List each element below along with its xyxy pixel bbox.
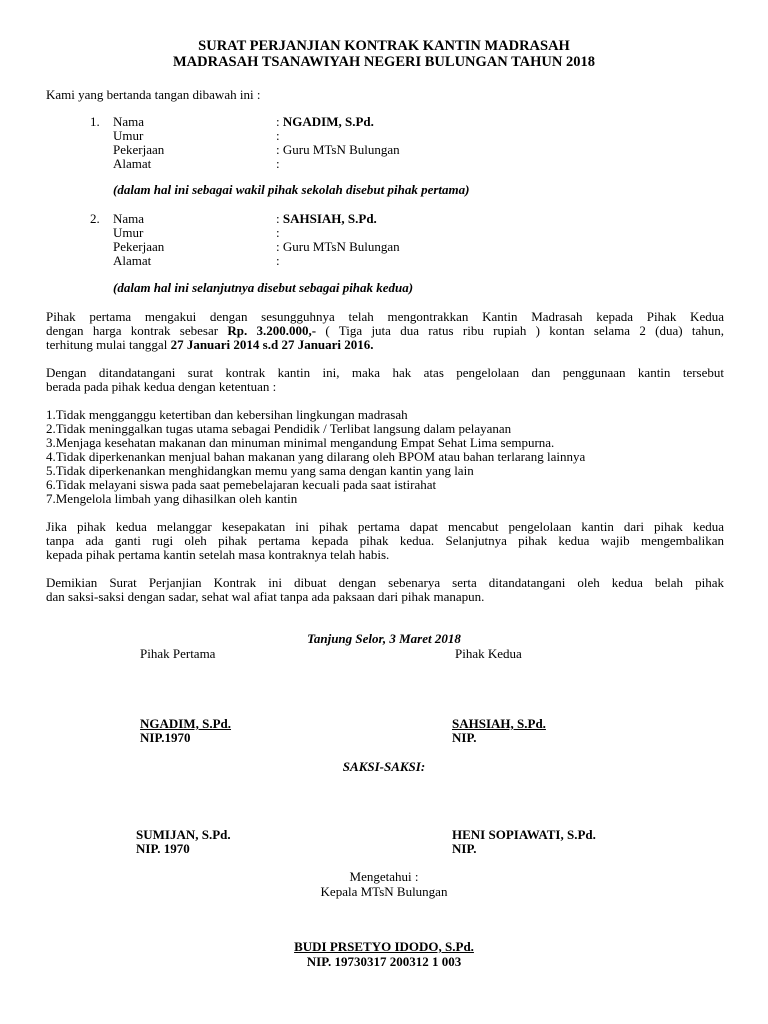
contract-price: Rp. 3.200.000,-	[227, 323, 317, 338]
kepala-name: BUDI PRSETYO IDODO, S.Pd.	[294, 939, 474, 954]
saksi-1-nip: NIP. 1970	[136, 841, 190, 856]
pihak-pertama-nip: NIP.1970	[140, 730, 191, 745]
party-2-note: (dalam hal ini selanjutnya disebut sebagai pihak kedua)	[113, 280, 414, 295]
list-item: 1.Tidak mengganggu ketertiban dan kebersihan lingkungan madrasah	[46, 407, 408, 422]
paragraph-3: Jika pihak kedua melanggar kesepakatan ini pihak pertama dapat mencabut pengelolaan kantin dari pihak kedua tanpa ada ganti rugi oleh pihak pertama kepada pihak kedua. Selanjutnya pihak kedua wajib mengembalikan kepada pihak pertama kantin setelah masa kontraknya telah habis.	[46, 519, 724, 562]
saksi-2-name: HENI SOPIAWATI, S.Pd.	[452, 827, 596, 842]
saksi-1-name: SUMIJAN, S.Pd.	[136, 827, 231, 842]
party-1-note: (dalam hal ini sebagai wakil pihak sekolah disebut pihak pertama)	[113, 182, 470, 197]
party-2-umur-label: Umur	[113, 225, 144, 240]
document-page: SURAT PERJANJIAN KONTRAK KANTIN MADRASAH MADRASAH TSANAWIYAH NEGERI BULUNGAN TAHUN 2018 Kami yang bertanda tangan dibawah ini : 1. Nama Umur Pekerjaan Alamat : NGADIM, S.Pd. : : Guru MTsN Bulungan : (dalam hal ini sebagai wakil pihak sekolah disebut pihak pertama) 2. Nama Umur Pekerjaan Alamat : SAHSIAH, S.Pd. : : Guru MTsN Bulungan : (dalam hal ini selanjutnya disebut sebagai pihak kedua) Pihak pertama mengakui dengan sesungguhnya telah mengontrakkan Kantin Madrasah kepada Pihak Kedua dengan harga kontrak sebesar Rp. 3.200.000,- ( Tiga juta dua ratus ribu rupiah ) kontan selama 2 (dua) tahun, terhitung mulai tanggal 27 Januari 2014 s.d 27 Januari 2016. Dengan ditandatangani surat kontrak kantin ini, maka hak atas pengelolaan dan penggunaan kantin tersebut berada pada pihak kedua dengan ketentuan : 1.Tidak mengganggu ketertiban dan kebersihan lingkungan madrasah 2.Tidak meninggalkan tugas utama sebagai Pendidik / Terlibat langsung dalam pelayanan 3.Menjaga kesehatan makanan dan minuman minimal mengandung Empat Sehat Lima sempurna. 4.Tidak diperkenankan menjual bahan makanan yang dilarang oleh BPOM atau bahan terlarang lainnya 5.Tidak diperkenankan menghidangkan memu yang sama dengan kantin yang lain 6.Tidak melayani siswa pada saat pemebelajaran kecuali pada saat istirahat 7.Mengelola limbah yang dihasilkan oleh kantin Jika pihak kedua melanggar kesepakatan ini pihak pertama dapat mencabut pengelolaan kantin dari pihak kedua tanpa ada ganti rugi oleh pihak pertama kepada pihak kedua. Selanjutnya pihak kedua wajib mengembalikan kepada pihak pertama kantin setelah masa kontraknya telah habis. Demikian Surat Perjanjian Kontrak ini dibuat dengan sebenarya serta ditandatangani oleh kedua belah pihak dan saksi-saksi dengan sadar, sehat wal afiat tanpa ada paksaan dari pihak manapun. Tanjung Selor, 3 Maret 2018 Pihak Pertama Pihak Kedua NGADIM, S.Pd. NIP.1970 SAHSIAH, S.Pd. NIP. SAKSI-SAKSI: SUMIJAN, S.Pd. NIP. 1970 HENI SOPIAWATI, S.Pd. NIP. Mengetahui : Kepala MTsN Bulungan BUDI PRSETYO IDODO, S.Pd. NIP. 19730317 200312 1 003	[0, 0, 768, 1024]
party-1-pekerjaan-label: Pekerjaan	[113, 142, 165, 157]
party-2-nama-label: Nama	[113, 211, 145, 226]
saksi-label: SAKSI-SAKSI:	[342, 759, 426, 774]
party-2-pekerjaan-value: Guru MTsN Bulungan	[282, 239, 400, 254]
list-item: 5.Tidak diperkenankan menghidangkan memu yang sama dengan kantin yang lain	[46, 463, 474, 478]
paragraph-2: Dengan ditandatangani surat kontrak kantin ini, maka hak atas pengelolaan dan penggunaan kantin tersebut berada pada pihak kedua dengan ketentuan :	[46, 365, 724, 394]
party-2-pekerjaan-label: Pekerjaan	[113, 239, 165, 254]
place-date: Tanjung Selor, 3 Maret 2018	[307, 631, 461, 646]
list-item: 3.Menjaga kesehatan makanan dan minuman minimal mengandung Empat Sehat Lima sempurna.	[46, 435, 555, 450]
contract-period: 27 Januari 2014 s.d 27 Januari 2016.	[170, 337, 374, 352]
party-1-nama-value: NGADIM, S.Pd.	[282, 114, 374, 129]
kepala-nip: NIP. 19730317 200312 1 003	[306, 954, 462, 969]
party-1-number: 1.	[90, 114, 100, 129]
list-item: 7.Mengelola limbah yang dihasilkan oleh kantin	[46, 491, 298, 506]
party-1-umur-label: Umur	[113, 128, 144, 143]
party-1-alamat-label: Alamat	[113, 156, 152, 171]
pihak-pertama-name: NGADIM, S.Pd.	[140, 716, 232, 731]
pihak-kedua-label: Pihak Kedua	[455, 646, 522, 661]
list-item: 4.Tidak diperkenankan menjual bahan makanan yang dilarang oleh BPOM atau bahan terlarang lainnya	[46, 449, 586, 464]
pihak-kedua-name: SAHSIAH, S.Pd.	[452, 716, 546, 731]
paragraph-4: Demikian Surat Perjanjian Kontrak ini dibuat dengan sebenarya serta ditandatangani oleh kedua belah pihak dan saksi-saksi dengan sadar, sehat wal afiat tanpa ada paksaan dari pihak manapun.	[46, 575, 724, 604]
party-2-number: 2.	[90, 211, 100, 226]
list-item: 6.Tidak melayani siswa pada saat pemebelajaran kecuali pada saat istirahat	[46, 477, 437, 492]
pihak-kedua-nip: NIP.	[452, 730, 477, 745]
party-2-nama-value: SAHSIAH, S.Pd.	[282, 211, 377, 226]
title-line-1: SURAT PERJANJIAN KONTRAK KANTIN MADRASAH	[198, 38, 570, 54]
saksi-2-nip: NIP.	[452, 841, 477, 856]
rules-list	[46, 408, 585, 506]
party-1-pekerjaan-value: Guru MTsN Bulungan	[282, 142, 400, 157]
paragraph-1: Pihak pertama mengakui dengan sesungguhnya telah mengontrakkan Kantin Madrasah kepada Pihak Kedua dengan harga kontrak sebesar Rp. 3.200.000,- ( Tiga juta dua ratus ribu rupiah ) kontan selama 2 (dua) tahun, terhitung mulai tanggal 27 Januari 2014 s.d 27 Januari 2016.	[46, 309, 724, 352]
list-item: 2.Tidak meninggalkan tugas utama sebagai Pendidik / Terlibat langsung dalam pelayanan	[46, 421, 512, 436]
party-1-nama-label: Nama	[113, 114, 145, 129]
intro-text: Kami yang bertanda tangan dibawah ini :	[46, 87, 261, 102]
kepala-label: Kepala MTsN Bulungan	[320, 884, 448, 899]
pihak-pertama-label: Pihak Pertama	[140, 646, 216, 661]
title-line-2: MADRASAH TSANAWIYAH NEGERI BULUNGAN TAHUN 2018	[172, 54, 596, 70]
party-2-alamat-label: Alamat	[113, 253, 152, 268]
mengetahui-label: Mengetahui :	[349, 869, 419, 884]
